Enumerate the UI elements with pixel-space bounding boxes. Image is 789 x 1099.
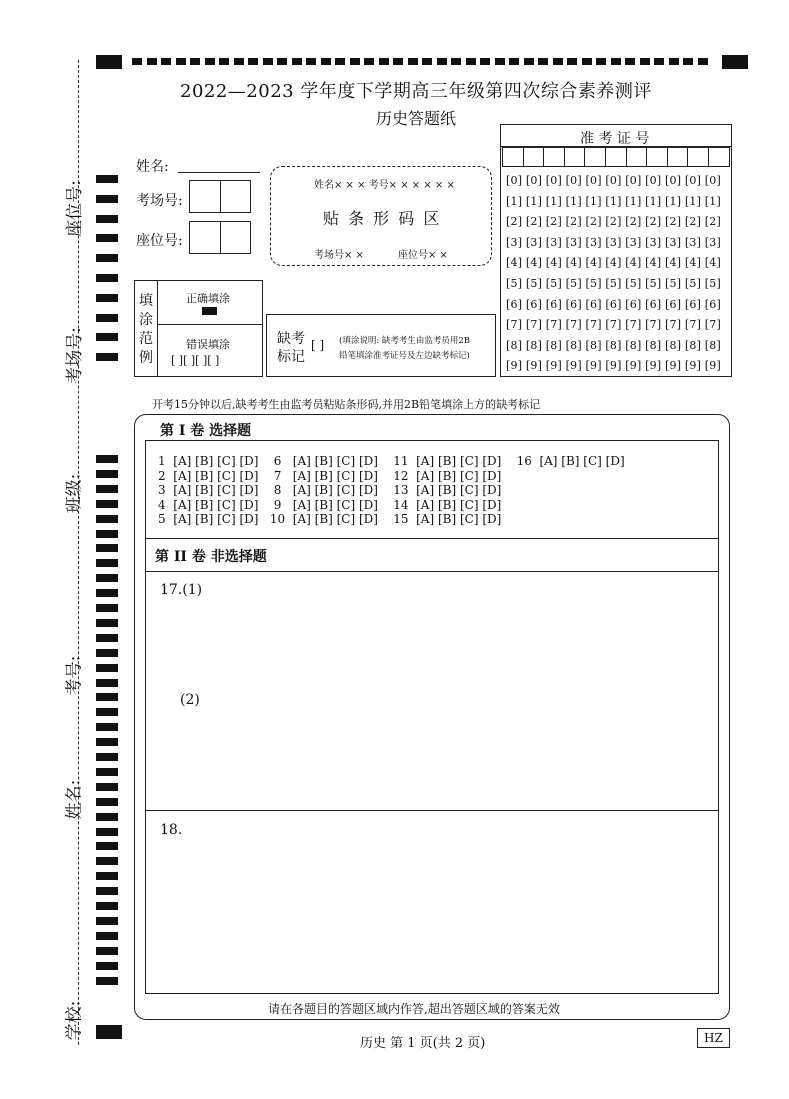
timing-dash [234, 58, 244, 65]
timing-dash [190, 58, 200, 65]
timing-dash [306, 58, 316, 65]
fill-example-side-label: 填涂范例 [139, 293, 153, 366]
timing-mark [96, 962, 118, 970]
admission-digit-row[interactable]: [2] [2] [2] [2] [2] [2] [2] [2] [2] [2] [2] [506, 215, 721, 229]
timing-dash [263, 58, 273, 65]
question-17-2-label: (2) [180, 692, 200, 708]
timing-mark [96, 723, 118, 731]
absent-note-1: (填涂说明: 缺考考生由监考员用2B [339, 336, 471, 346]
side-label-room: 考场号: [64, 327, 85, 384]
admission-title: 准 考 证 号 [580, 131, 650, 147]
admission-entry-cell[interactable] [564, 147, 586, 167]
timing-mark [96, 842, 118, 850]
timing-mark [96, 333, 118, 341]
timing-mark [96, 872, 118, 880]
admission-digit-row[interactable]: [9] [9] [9] [9] [9] [9] [9] [9] [9] [9] [9] [506, 359, 721, 373]
timing-dash [495, 58, 505, 65]
barcode-room-text: 考场号× × [314, 250, 364, 261]
mcq-row[interactable]: 2 [A] [B] [C] [D] 7 [A] [B] [C] [D] 12 [A] [B] [C] [D] [158, 468, 502, 483]
question-18-answer-area[interactable] [146, 811, 718, 993]
timing-dash [582, 58, 592, 65]
timing-dash [698, 58, 708, 65]
mcq-row[interactable]: 5 [A] [B] [C] [D] 10 [A] [B] [C] [D] 15 [A] [B] [C] [D] [158, 512, 502, 526]
timing-mark [96, 857, 118, 865]
page-subtitle: 历史答题纸 [376, 109, 457, 128]
admission-entry-cell[interactable] [605, 147, 627, 167]
room-label: 考场号: [136, 193, 183, 209]
timing-mark [96, 738, 118, 746]
timing-mark [96, 887, 118, 895]
timing-mark [96, 234, 118, 242]
corner-mark-bottom-left [96, 1025, 122, 1039]
barcode-center-text: 贴 条 形 码 区 [323, 209, 442, 228]
mcq-row[interactable]: 4 [A] [B] [C] [D] 9 [A] [B] [C] [D] 14 [A] [B] [C] [D] [158, 497, 502, 512]
timing-dash [567, 58, 577, 65]
timing-dash [277, 58, 287, 65]
timing-dash [292, 58, 302, 65]
room-box-1[interactable] [189, 180, 220, 213]
absent-note-2: 铅笔填涂准考证号及左边缺考标记) [339, 351, 470, 361]
timing-mark [96, 813, 118, 821]
side-label-exam-no: 考号: [64, 655, 85, 696]
timing-mark [96, 753, 118, 761]
timing-mark [96, 254, 118, 262]
side-label-seat: 座位号: [64, 180, 85, 237]
admission-entry-cell[interactable] [584, 147, 606, 167]
section1-title: 第 I 卷 选择题 [160, 423, 252, 439]
timing-mark [96, 828, 118, 836]
timing-dash [147, 58, 157, 65]
timing-mark [96, 783, 118, 791]
fill-correct-label: 正确填涂 [186, 292, 230, 305]
mcq-row[interactable]: 3 [A] [B] [C] [D] 8 [A] [B] [C] [D] 13 [A] [B] [C] [D] [158, 483, 502, 497]
admission-digit-row[interactable]: [5] [5] [5] [5] [5] [5] [5] [5] [5] [5] [5] [506, 277, 721, 290]
paper-code: HZ [704, 1031, 723, 1045]
timing-mark [96, 500, 118, 508]
timing-dash [205, 58, 215, 65]
timing-dash [437, 58, 447, 65]
timing-mark [96, 530, 118, 538]
question-18-label: 18. [160, 822, 183, 838]
timing-mark [96, 708, 118, 716]
timing-dash [393, 58, 403, 65]
timing-mark [96, 768, 118, 776]
seat-box-2[interactable] [220, 221, 251, 254]
timing-dash [683, 58, 693, 65]
timing-dash [408, 58, 418, 65]
timing-dash [350, 58, 360, 65]
timing-mark [96, 664, 118, 672]
timing-mark [96, 693, 118, 701]
admission-entry-cell[interactable] [543, 147, 565, 167]
timing-dash [321, 58, 331, 65]
timing-mark [96, 294, 118, 302]
admission-digit-row[interactable]: [4] [4] [4] [4] [4] [4] [4] [4] [4] [4] [4] [506, 256, 721, 270]
timing-dash [480, 58, 490, 65]
timing-dash [219, 58, 229, 65]
timing-dash [669, 58, 679, 65]
question-17-answer-area[interactable] [146, 572, 718, 810]
timing-mark [96, 175, 118, 183]
section2-top-divider [145, 538, 719, 539]
timing-dash [596, 58, 606, 65]
timing-mark [96, 932, 118, 940]
timing-dash [422, 58, 432, 65]
admission-entry-cell[interactable] [667, 147, 689, 167]
timing-dash [611, 58, 621, 65]
absent-label: 缺考标记 [277, 331, 305, 365]
name-field[interactable] [178, 172, 260, 173]
timing-mark [96, 455, 118, 463]
timing-mark [96, 634, 118, 642]
page-title: 2022—2023 学年度下学期高三年级第四次综合素养测评 [180, 81, 652, 102]
side-label-school: 学校: [64, 1000, 85, 1041]
timing-mark [96, 679, 118, 687]
admission-entry-cell[interactable] [708, 147, 730, 167]
mcq-row[interactable]: 1 [A] [B] [C] [D] 6 [A] [B] [C] [D] 11 [A] [B] [C] [D] 16 [A] [B] [C] [D] [158, 454, 625, 468]
timing-mark [96, 589, 118, 597]
timing-mark [96, 485, 118, 493]
section2-title: 第 II 卷 非选择题 [155, 549, 267, 565]
room-box-2[interactable] [220, 180, 251, 213]
absent-bracket[interactable]: [ ] [311, 338, 325, 352]
fill-example-divider-v [157, 280, 158, 377]
admission-digit-row[interactable]: [6] [6] [6] [6] [6] [6] [6] [6] [6] [6] [6] [506, 297, 721, 311]
timing-dash [364, 58, 374, 65]
admission-entry-cell[interactable] [646, 147, 668, 167]
side-label-class: 班级: [64, 473, 85, 514]
side-label-name: 姓名: [64, 779, 85, 820]
admission-entry-cell[interactable] [502, 147, 524, 167]
timing-dash [132, 58, 142, 65]
timing-dash [625, 58, 635, 65]
timing-mark [96, 604, 118, 612]
fill-wrong-marks: [ ][ ][ ][ ] [171, 354, 220, 367]
fill-wrong-label: 错误填涂 [186, 338, 230, 351]
page-number: 历史 第 1 页(共 2 页) [360, 1036, 486, 1051]
admission-digit-row[interactable]: [7] [7] [7] [7] [7] [7] [7] [7] [7] [7] [7] [506, 318, 721, 332]
late-notice: 开考15分钟以后,缺考考生由监考员粘贴条形码,并用2B铅笔填涂上方的缺考标记 [152, 398, 541, 411]
timing-mark [96, 917, 118, 925]
timing-mark [96, 902, 118, 910]
timing-dash [654, 58, 664, 65]
barcode-seat-text: 座位号× × [398, 250, 448, 261]
corner-mark-top-right [722, 55, 748, 69]
corner-mark-top-left [96, 55, 122, 69]
seat-label: 座位号: [136, 233, 183, 249]
timing-dash [553, 58, 563, 65]
timing-mark [96, 544, 118, 552]
admission-entry-cell[interactable] [626, 147, 648, 167]
admission-digit-row[interactable]: [1] [1] [1] [1] [1] [1] [1] [1] [1] [1] [1] [506, 194, 721, 208]
fill-correct-mark [202, 307, 217, 315]
barcode-top-text: 姓名× × × 考号× × × × × × [314, 180, 455, 191]
timing-dash [538, 58, 548, 65]
timing-dash [379, 58, 389, 65]
timing-mark [96, 314, 118, 322]
question-17-label: 17.(1) [160, 582, 203, 598]
timing-mark [96, 574, 118, 582]
timing-dash [509, 58, 519, 65]
timing-mark [96, 215, 118, 223]
timing-dash [466, 58, 476, 65]
timing-mark [96, 195, 118, 203]
timing-dash [451, 58, 461, 65]
answer-warning: 请在各题目的答题区域内作答,超出答题区域的答案无效 [268, 1002, 560, 1016]
admission-entry-cell[interactable] [687, 147, 709, 167]
admission-entry-cell[interactable] [523, 147, 545, 167]
timing-mark [96, 515, 118, 523]
timing-mark [96, 798, 118, 806]
timing-dash [248, 58, 258, 65]
timing-mark [96, 619, 118, 627]
timing-dash [335, 58, 345, 65]
timing-mark [96, 559, 118, 567]
seat-box-1[interactable] [189, 221, 220, 254]
timing-mark [96, 977, 118, 985]
timing-dash [176, 58, 186, 65]
timing-dash [524, 58, 534, 65]
timing-mark [96, 470, 118, 478]
admission-digit-row[interactable]: [0] [0] [0] [0] [0] [0] [0] [0] [0] [0] [0] [506, 174, 721, 187]
timing-dash [161, 58, 171, 65]
timing-mark [96, 274, 118, 282]
timing-mark [96, 649, 118, 657]
timing-mark [96, 353, 118, 361]
timing-dash [640, 58, 650, 65]
admission-digit-row[interactable]: [8] [8] [8] [8] [8] [8] [8] [8] [8] [8] [8] [506, 338, 721, 352]
admission-digit-row[interactable]: [3] [3] [3] [3] [3] [3] [3] [3] [3] [3] [3] [506, 235, 721, 249]
timing-mark [96, 947, 118, 955]
name-label: 姓名: [136, 159, 169, 175]
fill-example-divider-h [157, 324, 263, 325]
